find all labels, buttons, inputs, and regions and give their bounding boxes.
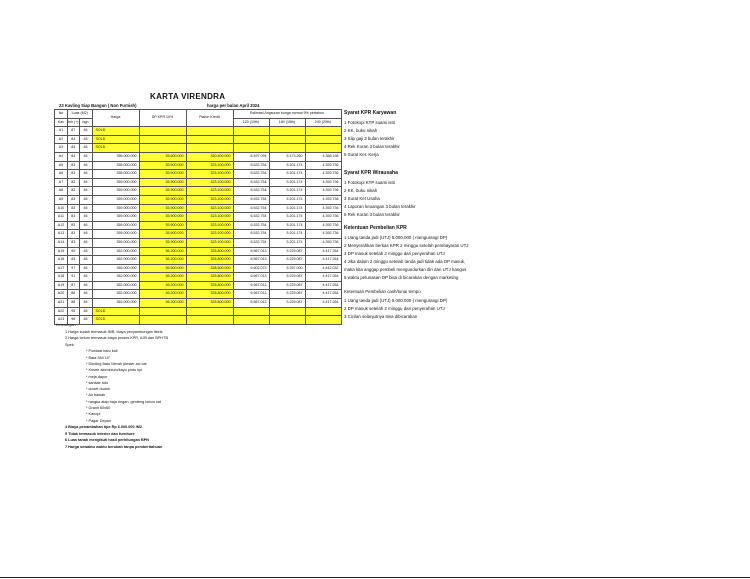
requirement-item: 2 KK, buku nikah: [344, 128, 378, 134]
cell-angsuran-180: 5.201.174: [269, 161, 305, 170]
cell-harga: 359.000.000: [92, 187, 139, 196]
cell-bangunan: 46: [79, 213, 92, 222]
cell-plafon: 323.100.000: [186, 238, 233, 247]
cell-plafon: 323.100.000: [186, 187, 233, 196]
table-row: [55, 281, 342, 290]
cell-angsuran-240: 4.392.736: [305, 238, 341, 247]
header-plafon: Plafon Kredit: [186, 110, 233, 127]
cell-dp: 35.900.000: [139, 238, 186, 247]
cell-dp: 36.200.000: [139, 299, 186, 308]
cell-dp: 35.900.000: [139, 161, 186, 170]
cell-angsuran-120: [233, 135, 269, 144]
cell-tanah: 83: [68, 161, 80, 170]
cell-no: A14: [55, 238, 68, 247]
requirement-item: 4 Rek Koran 3 bulan terakhir: [344, 144, 400, 150]
header-120: 120 (10th): [233, 118, 269, 127]
cell-angsuran-120: 6.532.754: [233, 161, 269, 170]
cell-bangunan: 46: [79, 299, 92, 308]
table-row: [55, 195, 342, 204]
cell-angsuran-180: 5.257.000: [269, 264, 305, 273]
cell-angsuran-240: 4.417.264: [305, 299, 341, 308]
table-row: [55, 264, 342, 273]
subtitle-period: harga per bulan April 2024: [207, 103, 260, 108]
cell-plafon: [186, 127, 233, 136]
cell-no: A10: [55, 204, 68, 213]
cell-harga: SOLD: [92, 316, 139, 325]
cell-angsuran-240: 4.417.264: [305, 281, 341, 290]
spec-item: * Pondasi batu kali: [86, 349, 118, 354]
cell-angsuran-240: 4.392.736: [305, 195, 341, 204]
table-row: [55, 221, 342, 230]
requirement-item: 5 Surat Ket. Kerja: [344, 152, 379, 158]
table-row: [55, 187, 342, 196]
cell-plafon: 323.100.000: [186, 195, 233, 204]
cell-plafon: 328.500.000: [186, 264, 233, 273]
cell-dp: 35.900.000: [139, 170, 186, 179]
cell-tanah: 88: [68, 290, 80, 299]
requirement-item: 5 Rek Koran 3 bulan terakhir: [344, 212, 400, 218]
cell-plafon: 325.800.000: [186, 273, 233, 282]
cell-angsuran-120: 6.497.094: [233, 152, 269, 161]
cell-angsuran-120: 6.532.754: [233, 221, 269, 230]
header-luas: Luas (M2): [68, 110, 93, 119]
cell-no: A18: [55, 273, 68, 282]
cell-angsuran-180: [269, 127, 305, 136]
cell-angsuran-180: 5.201.174: [269, 238, 305, 247]
cell-angsuran-120: [233, 144, 269, 153]
cell-no: A4: [55, 152, 68, 161]
ketentuan-item: 2 DP masuk setelah 2 minggu dari penyerahan UTJ: [344, 306, 445, 312]
table-row: [55, 170, 342, 179]
cell-bangunan: 46: [79, 316, 92, 325]
cell-dp: 35.900.000: [139, 221, 186, 230]
cell-plafon: 323.100.000: [186, 213, 233, 222]
cell-angsuran-240: 4.392.736: [305, 213, 341, 222]
cell-bangunan: 46: [79, 238, 92, 247]
cell-tanah: 83: [68, 204, 80, 213]
cell-plafon: [186, 135, 233, 144]
cell-no: A21: [55, 299, 68, 308]
cell-angsuran-120: 6.532.754: [233, 230, 269, 239]
spec-item: * Kusen aluminium/kayu pintu hpl: [86, 368, 143, 373]
cell-angsuran-180: [269, 307, 305, 316]
cell-bangunan: 46: [79, 178, 92, 187]
cell-harga: SOLD: [92, 135, 139, 144]
cell-angsuran-240: 4.392.736: [305, 161, 341, 170]
cell-harga: 359.000.000: [92, 178, 139, 187]
ketentuan-item: 2 Menyerahkan berkas KPR 2 minggu setelah pembayaran UTJ: [344, 243, 469, 249]
cell-angsuran-180: 5.229.087: [269, 273, 305, 282]
header-no: No: [55, 110, 68, 119]
cell-angsuran-240: 4.392.736: [305, 230, 341, 239]
spec-item: * rangka atap baja ringan, genteng beton kat: [86, 399, 161, 404]
price-table: [54, 109, 342, 325]
table-row: [55, 307, 342, 316]
cell-angsuran-120: 6.567.013: [233, 290, 269, 299]
cell-harga: 359.000.000: [92, 213, 139, 222]
cell-angsuran-240: 4.417.264: [305, 256, 341, 265]
cell-no: A9: [55, 195, 68, 204]
cell-bangunan: 46: [79, 273, 92, 282]
ketentuan-item: 3 DP masuk setelah 2 minggu dari penyerahan UTJ: [344, 251, 445, 257]
cell-angsuran-240: [305, 316, 341, 325]
spec-item: * Kanopi: [86, 412, 101, 417]
cell-tanah: 83: [68, 230, 80, 239]
cell-harga: 362.000.000: [92, 256, 139, 265]
cell-tanah: 83: [68, 213, 80, 222]
cell-angsuran-180: 5.201.174: [269, 187, 305, 196]
cell-harga: 365.000.000: [92, 264, 139, 273]
cell-angsuran-240: 4.442.032: [305, 264, 341, 273]
cell-dp: 36.200.000: [139, 256, 186, 265]
cell-plafon: [186, 144, 233, 153]
cell-angsuran-120: 6.567.013: [233, 273, 269, 282]
cell-angsuran-120: 6.567.013: [233, 281, 269, 290]
cell-dp: 35.600.000: [139, 152, 186, 161]
cell-no: A22: [55, 307, 68, 316]
cell-angsuran-180: 5.229.087: [269, 256, 305, 265]
cell-no: A19: [55, 281, 68, 290]
cell-tanah: 91: [68, 273, 80, 282]
cell-bangunan: 46: [79, 187, 92, 196]
cell-tanah: 83: [68, 238, 80, 247]
table-row: [55, 256, 342, 265]
cell-angsuran-120: 6.567.013: [233, 247, 269, 256]
cell-harga: 359.000.000: [92, 195, 139, 204]
notes-section: [56, 322, 306, 450]
cell-bangunan: 46: [79, 152, 92, 161]
notes-item: 6 Luas tanah mengikuti hasil perhitungan BPN: [65, 438, 149, 443]
ketentuan-kpr-section: [344, 225, 544, 283]
cell-dp: 35.900.000: [139, 178, 186, 187]
spec-item: * Dinding Batu Merah plester aci cat: [86, 361, 147, 366]
cell-harga: 362.000.000: [92, 247, 139, 256]
cell-angsuran-180: [269, 135, 305, 144]
cell-angsuran-240: [305, 144, 341, 153]
cell-no: A2: [55, 135, 68, 144]
table-row: [55, 144, 342, 153]
header-kav: Kav: [55, 118, 68, 127]
cell-angsuran-180: 5.201.174: [269, 204, 305, 213]
cell-no: A3: [55, 144, 68, 153]
cell-angsuran-240: 4.392.736: [305, 204, 341, 213]
cell-angsuran-180: 5.229.087: [269, 247, 305, 256]
cell-tanah: 84: [68, 152, 80, 161]
cell-angsuran-120: 6.532.754: [233, 204, 269, 213]
cell-plafon: 323.100.000: [186, 170, 233, 179]
cell-angsuran-180: 5.229.087: [269, 290, 305, 299]
cell-tanah: 84: [68, 135, 80, 144]
ketentuan-tunai-heading: Ketentuan Pembelian cash/tunai tempo: [344, 289, 421, 294]
cell-plafon: 323.100.000: [186, 161, 233, 170]
cell-angsuran-240: 4.392.736: [305, 178, 341, 187]
cell-bangunan: 46: [79, 290, 92, 299]
table-row: [55, 161, 342, 170]
cell-angsuran-180: 5.201.174: [269, 195, 305, 204]
ketentuan-item: 5 waktu pelunasan DP bisa di bicarakan dengan marketing: [344, 275, 459, 281]
cell-dp: 35.900.000: [139, 204, 186, 213]
cell-dp: 36.200.000: [139, 281, 186, 290]
cell-harga: 362.000.000: [92, 299, 139, 308]
ketentuan-kpr-heading: Ketentuan Pembelian KPR: [344, 225, 407, 231]
cell-angsuran-240: 4.368.198: [305, 152, 341, 161]
cell-tanah: 87: [68, 127, 80, 136]
cell-tanah: 83: [68, 221, 80, 230]
cell-tanah: 84: [68, 144, 80, 153]
cell-tanah: 97: [68, 264, 80, 273]
table-row: [55, 299, 342, 308]
cell-dp: [139, 135, 186, 144]
notes-heading: Keterangan :: [56, 323, 78, 327]
cell-tanah: 88: [68, 299, 80, 308]
header-harga: Harga: [92, 110, 139, 127]
header-180: 180 (15th): [269, 118, 305, 127]
cell-angsuran-120: [233, 127, 269, 136]
cell-tanah: 83: [68, 178, 80, 187]
requirement-item: 1 Fotokopi KTP suami istri: [344, 180, 396, 185]
cell-bangunan: 46: [79, 281, 92, 290]
spec-item: * Air bawah: [86, 393, 106, 398]
spec-item: * closet duduk: [86, 387, 110, 392]
cell-angsuran-240: 4.417.264: [305, 290, 341, 299]
cell-bangunan: 46: [79, 256, 92, 265]
cell-dp: [139, 307, 186, 316]
cell-angsuran-240: [305, 307, 341, 316]
kpr-karyawan-heading: Syarat KPR Karyawan: [344, 110, 397, 116]
table-row: [55, 127, 342, 136]
spec-item: * meja dapur: [86, 374, 108, 379]
cell-angsuran-120: 6.567.013: [233, 299, 269, 308]
cell-harga: SOLD: [92, 127, 139, 136]
cell-angsuran-120: 6.532.754: [233, 195, 269, 204]
cell-bangunan: 46: [79, 195, 92, 204]
requirement-item: 1 Fotokopi KTP suami istri: [344, 120, 396, 125]
cell-no: A11: [55, 213, 68, 222]
cell-tanah: 87: [68, 281, 80, 290]
table-row: [55, 238, 342, 247]
cell-plafon: 325.800.000: [186, 256, 233, 265]
requirement-item: 3 Slip gaji 3 bulan terakhir: [344, 136, 395, 142]
cell-dp: 35.900.000: [139, 187, 186, 196]
header-estimasi: Estimasi Angsuran bunga normal 9% pertahun: [233, 110, 341, 119]
header-tnh: tnh (+): [68, 118, 80, 127]
table-row: [55, 178, 342, 187]
notes-item: Spek:: [65, 342, 75, 347]
subtitle-kavling: 23 Kavling Siap Bangun ( Non Furnish): [59, 103, 137, 108]
ketentuan-item: 4 Jika dalam 2 minggu setelah tanda jadi tidak ada DP masuk,: [344, 259, 466, 265]
cell-plafon: 325.800.000: [186, 247, 233, 256]
cell-tanah: 83: [68, 187, 80, 196]
cell-angsuran-180: 5.201.174: [269, 213, 305, 222]
cell-harga: 359.000.000: [92, 221, 139, 230]
requirement-item: 4 Laporan keuangan 3 bulan terakhir: [344, 204, 416, 210]
cell-harga: 362.000.000: [92, 273, 139, 282]
cell-no: A1: [55, 127, 68, 136]
spec-item: * sanitair toto: [86, 380, 109, 385]
cell-dp: 36.200.000: [139, 290, 186, 299]
ketentuan-item: 1 Uang tanda jadi (UTJ) 5.000.000 ( mengurangi DP): [344, 298, 448, 303]
cell-angsuran-240: 4.392.736: [305, 187, 341, 196]
cell-angsuran-120: 6.532.754: [233, 213, 269, 222]
cell-angsuran-180: 5.201.174: [269, 178, 305, 187]
spec-item: * Pagar Depan: [86, 418, 111, 423]
ketentuan-item: maka kita anggap pembeli mengundurkan diri dan UTJ hangus: [344, 267, 467, 273]
header-bgn: bgn: [79, 118, 92, 127]
header-dp: DP KPR 10%: [139, 110, 186, 127]
cell-bangunan: 46: [79, 204, 92, 213]
cell-plafon: 323.100.000: [186, 230, 233, 239]
cell-angsuran-240: [305, 127, 341, 136]
cell-plafon: [186, 307, 233, 316]
cell-angsuran-240: 4.392.736: [305, 170, 341, 179]
notes-item: 1 Harga sudah termasuk IMB, biaya penyambungan listrik: [65, 329, 163, 334]
cell-plafon: 320.400.000: [186, 152, 233, 161]
cell-dp: [139, 127, 186, 136]
cell-harga: SOLD: [92, 307, 139, 316]
cell-bangunan: 46: [79, 264, 92, 273]
table-row: [55, 290, 342, 299]
cell-bangunan: 46: [79, 144, 92, 153]
spec-item: * Bata SNI 10": [86, 355, 111, 360]
cell-bangunan: 46: [79, 230, 92, 239]
cell-plafon: 325.800.000: [186, 290, 233, 299]
cell-plafon: 323.100.000: [186, 178, 233, 187]
cell-harga: 359.000.000: [92, 230, 139, 239]
kpr-karyawan-section: [344, 110, 504, 159]
cell-angsuran-120: 6.532.754: [233, 170, 269, 179]
cell-angsuran-120: 6.532.754: [233, 238, 269, 247]
notes-item: 7 Harga sewaktu waktu berubah tanpa pemberitahuan: [65, 444, 163, 449]
cell-dp: 36.200.000: [139, 247, 186, 256]
cell-dp: 35.900.000: [139, 230, 186, 239]
requirement-item: 3 Surat Ket Usaha: [344, 196, 380, 202]
cell-no: A5: [55, 161, 68, 170]
cell-harga: 359.000.000: [92, 204, 139, 213]
page-title: KARTA VIRENDRA: [150, 92, 226, 101]
cell-no: A15: [55, 247, 68, 256]
cell-no: A6: [55, 170, 68, 179]
cell-harga: 362.000.000: [92, 290, 139, 299]
cell-dp: [139, 144, 186, 153]
cell-harga: SOLD: [92, 144, 139, 153]
cell-angsuran-180: 5.229.087: [269, 281, 305, 290]
cell-angsuran-180: [269, 144, 305, 153]
cell-angsuran-120: 6.532.754: [233, 187, 269, 196]
table-row: [55, 213, 342, 222]
cell-angsuran-120: 6.602.073: [233, 264, 269, 273]
cell-plafon: 323.100.000: [186, 204, 233, 213]
cell-bangunan: 46: [79, 135, 92, 144]
cell-angsuran-180: 5.201.174: [269, 170, 305, 179]
cell-angsuran-180: 5.201.174: [269, 221, 305, 230]
cell-harga: 362.000.000: [92, 281, 139, 290]
cell-angsuran-240: 4.417.264: [305, 247, 341, 256]
cell-no: A7: [55, 178, 68, 187]
cell-dp: 35.900.000: [139, 195, 186, 204]
cell-bangunan: 46: [79, 127, 92, 136]
cell-tanah: 95: [68, 307, 80, 316]
header-240: 240 (20th): [305, 118, 341, 127]
notes-item: 4 Biaya penambahan tipe Rp 6.000.000 /M2: [65, 424, 143, 429]
table-row: [55, 152, 342, 161]
cell-tanah: 83: [68, 256, 80, 265]
cell-no: A8: [55, 187, 68, 196]
cell-no: A17: [55, 264, 68, 273]
cell-angsuran-240: [305, 135, 341, 144]
cell-angsuran-240: 4.392.736: [305, 221, 341, 230]
table-row: [55, 204, 342, 213]
cell-angsuran-180: 5.229.087: [269, 299, 305, 308]
notes-item: 5 Tidak termasuk interior dan furniture: [65, 431, 135, 436]
cell-bangunan: 46: [79, 161, 92, 170]
cell-harga: 359.000.000: [92, 170, 139, 179]
cell-no: A13: [55, 230, 68, 239]
cell-no: A12: [55, 221, 68, 230]
bottom-divider: [0, 577, 750, 578]
table-row: [55, 273, 342, 282]
cell-angsuran-120: [233, 307, 269, 316]
table-row: [55, 230, 342, 239]
cell-plafon: 325.800.000: [186, 281, 233, 290]
kpr-wirausaha-section: [344, 170, 504, 219]
ketentuan-item: 1 Uang tanda jadi (UTJ) 5.000.000 ( mengurangi DP): [344, 235, 448, 240]
cell-no: A16: [55, 256, 68, 265]
table-row: [55, 135, 342, 144]
cell-harga: 356.000.000: [92, 152, 139, 161]
cell-angsuran-120: 6.532.754: [233, 178, 269, 187]
cell-bangunan: 46: [79, 221, 92, 230]
kpr-wirausaha-heading: Syarat KPR Wirausaha: [344, 170, 398, 176]
cell-no: A23: [55, 316, 68, 325]
cell-harga: 359.000.000: [92, 161, 139, 170]
notes-item: 2 Harga belum termasuk biaya proses KPR, AJB dan BPHTB: [65, 336, 168, 341]
ketentuan-item: 3 Cicilan selanjutnya bisa dibicarakan: [344, 314, 418, 320]
cell-angsuran-240: 4.417.264: [305, 273, 341, 282]
cell-bangunan: 46: [79, 170, 92, 179]
spec-item: * Granit 60x60: [86, 406, 111, 411]
cell-tanah: 90: [68, 247, 80, 256]
table-row: [55, 247, 342, 256]
cell-angsuran-180: 5.173.260: [269, 152, 305, 161]
cell-tanah: 83: [68, 195, 80, 204]
cell-bangunan: 46: [79, 307, 92, 316]
cell-dp: 35.900.000: [139, 213, 186, 222]
cell-dp: 36.200.000: [139, 273, 186, 282]
cell-angsuran-180: 5.201.174: [269, 230, 305, 239]
cell-no: A20: [55, 290, 68, 299]
cell-harga: 359.000.000: [92, 238, 139, 247]
cell-tanah: 96: [68, 316, 80, 325]
cell-bangunan: 46: [79, 247, 92, 256]
cell-plafon: 323.100.000: [186, 221, 233, 230]
cell-tanah: 83: [68, 170, 80, 179]
cell-angsuran-120: 6.567.013: [233, 256, 269, 265]
requirement-item: 2 KK, buku nikah: [344, 188, 378, 194]
cell-plafon: 325.800.000: [186, 299, 233, 308]
cell-dp: 36.500.000: [139, 264, 186, 273]
ketentuan-tunai-section: [344, 289, 544, 321]
